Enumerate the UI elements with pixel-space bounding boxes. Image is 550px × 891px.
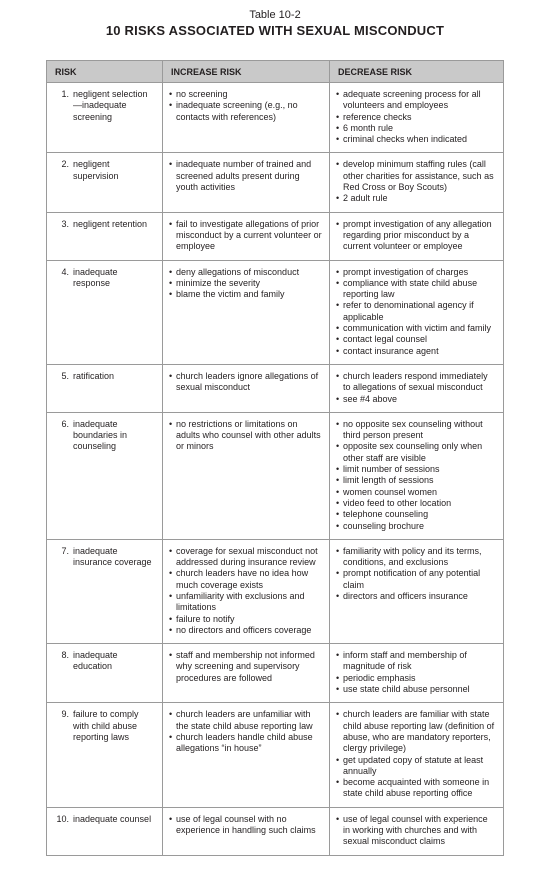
increase-risk-item: • deny allegations of misconduct bbox=[169, 267, 323, 278]
decrease-risk-item: • become acquainted with someone in state child abuse reporting office bbox=[336, 777, 497, 800]
decrease-risk-item: • telephone counseling bbox=[336, 509, 497, 520]
increase-risk-list bbox=[169, 89, 323, 123]
decrease-risk-item: • adequate screening process for all volunteers and employees bbox=[336, 89, 497, 112]
increase-risk-item: • failure to notify bbox=[169, 614, 323, 625]
table-row bbox=[47, 644, 504, 703]
risk-cell bbox=[47, 83, 163, 153]
decrease-risk-cell bbox=[330, 83, 504, 153]
table-row bbox=[47, 260, 504, 364]
decrease-risk-item: • contact insurance agent bbox=[336, 346, 497, 357]
risk-name: inadequate insurance coverage bbox=[73, 545, 152, 568]
increase-risk-cell bbox=[163, 539, 330, 643]
decrease-risk-item: • limit number of sessions bbox=[336, 464, 497, 475]
increase-risk-item: • church leaders are unfamiliar with the state child abuse reporting law bbox=[169, 709, 323, 732]
table-row bbox=[47, 539, 504, 643]
increase-risk-cell bbox=[163, 644, 330, 703]
increase-risk-cell bbox=[163, 212, 330, 260]
table-row bbox=[47, 153, 504, 212]
decrease-risk-list bbox=[336, 546, 497, 602]
decrease-risk-item: • refer to denominational agency if applicable bbox=[336, 300, 497, 323]
decrease-risk-cell bbox=[330, 412, 504, 539]
decrease-risk-item: • no opposite sex counseling without third person present bbox=[336, 419, 497, 442]
increase-risk-cell bbox=[163, 807, 330, 855]
increase-risk-item: • no directors and officers coverage bbox=[169, 625, 323, 636]
increase-risk-item: • no restrictions or limitations on adults who counsel with other adults or minors bbox=[169, 419, 323, 453]
decrease-risk-item: • prompt investigation of any allegation regarding prior misconduct by a current volunteer or employee bbox=[336, 219, 497, 253]
decrease-risk-item: • criminal checks when indicated bbox=[336, 134, 497, 145]
risk-name: ratification bbox=[73, 370, 115, 381]
table-row bbox=[47, 412, 504, 539]
increase-risk-cell bbox=[163, 153, 330, 212]
increase-risk-item: • inadequate screening (e.g., no contacts with references) bbox=[169, 100, 323, 123]
decrease-risk-cell bbox=[330, 364, 504, 412]
decrease-risk-item: • limit length of sessions bbox=[336, 475, 497, 486]
decrease-risk-item: • contact legal counsel bbox=[336, 334, 497, 345]
increase-risk-item: • unfamiliarity with exclusions and limitations bbox=[169, 591, 323, 614]
risk-cell bbox=[47, 364, 163, 412]
risk-item bbox=[53, 89, 156, 123]
header-decrease-risk: DECREASE RISK bbox=[330, 61, 504, 83]
decrease-risk-cell bbox=[330, 212, 504, 260]
decrease-risk-item: • video feed to other location bbox=[336, 498, 497, 509]
decrease-risk-item: • communication with victim and family bbox=[336, 323, 497, 334]
header-row bbox=[47, 61, 504, 83]
increase-risk-list bbox=[169, 814, 323, 837]
risk-name: negligent supervision bbox=[73, 159, 119, 181]
table-title: 10 RISKS ASSOCIATED WITH SEXUAL MISCONDUCT bbox=[105, 23, 445, 38]
decrease-risk-item: • inform staff and membership of magnitude of risk bbox=[336, 650, 497, 673]
increase-risk-list bbox=[169, 371, 323, 394]
risk-number: 3. bbox=[61, 218, 69, 229]
risk-number: 8. bbox=[61, 650, 69, 661]
decrease-risk-item: • get updated copy of statute at least annually bbox=[336, 755, 497, 778]
risk-cell bbox=[47, 260, 163, 364]
decrease-risk-cell bbox=[330, 260, 504, 364]
risk-name: inadequate education bbox=[73, 650, 118, 672]
risk-item bbox=[53, 371, 156, 382]
risk-item bbox=[53, 650, 156, 673]
risk-cell bbox=[47, 153, 163, 212]
increase-risk-item: • no screening bbox=[169, 89, 323, 100]
decrease-risk-cell bbox=[330, 153, 504, 212]
increase-risk-list bbox=[169, 709, 323, 754]
decrease-risk-list bbox=[336, 709, 497, 799]
increase-risk-list bbox=[169, 267, 323, 301]
risk-cell bbox=[47, 703, 163, 807]
decrease-risk-item: • counseling brochure bbox=[336, 521, 497, 532]
decrease-risk-cell bbox=[330, 644, 504, 703]
header-increase-risk: INCREASE RISK bbox=[163, 61, 330, 83]
decrease-risk-item: • women counsel women bbox=[336, 487, 497, 498]
increase-risk-item: • inadequate number of trained and screened adults present during youth activities bbox=[169, 159, 323, 193]
decrease-risk-item: • use of legal counsel with experience in working with churches and with sexual misconduct claims bbox=[336, 814, 497, 848]
increase-risk-item: • church leaders ignore allegations of sexual misconduct bbox=[169, 371, 323, 394]
increase-risk-cell bbox=[163, 412, 330, 539]
decrease-risk-item: • familiarity with policy and its terms, conditions, and exclusions bbox=[336, 546, 497, 569]
decrease-risk-cell bbox=[330, 539, 504, 643]
decrease-risk-item: • opposite sex counseling only when other staff are visible bbox=[336, 441, 497, 464]
risk-item bbox=[53, 709, 156, 743]
increase-risk-item: • use of legal counsel with no experience in handling such claims bbox=[169, 814, 323, 837]
risk-cell bbox=[47, 644, 163, 703]
increase-risk-item: • blame the victim and family bbox=[169, 289, 323, 300]
increase-risk-cell bbox=[163, 703, 330, 807]
risk-item bbox=[53, 419, 156, 453]
increase-risk-item: • church leaders handle child abuse allegations “in house” bbox=[169, 732, 323, 755]
decrease-risk-item: • church leaders are familiar with state child abuse reporting law (definition of abuse, who are mandatory reporters, clergy privilege) bbox=[336, 709, 497, 754]
increase-risk-list bbox=[169, 159, 323, 193]
risk-name: inadequate response bbox=[73, 266, 118, 288]
risk-name: inadequate boundaries in counseling bbox=[73, 418, 128, 452]
decrease-risk-cell bbox=[330, 807, 504, 855]
increase-risk-list bbox=[169, 650, 323, 684]
risk-number: 10. bbox=[56, 813, 69, 824]
decrease-risk-list bbox=[336, 419, 497, 532]
risk-cell bbox=[47, 212, 163, 260]
risk-number: 9. bbox=[61, 709, 69, 720]
risk-number: 4. bbox=[61, 266, 69, 277]
table-body bbox=[47, 83, 504, 856]
increase-risk-item: • church leaders have no idea how much coverage exists bbox=[169, 568, 323, 591]
risk-name: negligent selection—inadequate screening bbox=[73, 89, 148, 122]
risk-item bbox=[53, 267, 156, 290]
risk-cell bbox=[47, 539, 163, 643]
risk-name: inadequate counsel bbox=[73, 813, 152, 824]
risk-number: 6. bbox=[61, 418, 69, 429]
decrease-risk-item: • 6 month rule bbox=[336, 123, 497, 134]
risk-name: failure to comply with child abuse reporting laws bbox=[73, 709, 139, 742]
risk-name: negligent retention bbox=[73, 218, 148, 229]
increase-risk-cell bbox=[163, 83, 330, 153]
decrease-risk-list bbox=[336, 219, 497, 253]
increase-risk-cell bbox=[163, 260, 330, 364]
decrease-risk-item: • church leaders respond immediately to allegations of sexual misconduct bbox=[336, 371, 497, 394]
decrease-risk-item: • 2 adult rule bbox=[336, 193, 497, 204]
table-caption bbox=[0, 8, 550, 39]
risk-number: 5. bbox=[61, 370, 69, 381]
risk-cell bbox=[47, 412, 163, 539]
increase-risk-item: • coverage for sexual misconduct not addressed during insurance review bbox=[169, 546, 323, 569]
table-row bbox=[47, 807, 504, 855]
header-risk: RISK bbox=[47, 61, 163, 83]
risk-number: 1. bbox=[61, 89, 69, 99]
increase-risk-item: • minimize the severity bbox=[169, 278, 323, 289]
decrease-risk-item: • compliance with state child abuse reporting law bbox=[336, 278, 497, 301]
decrease-risk-item: • prompt investigation of charges bbox=[336, 267, 497, 278]
decrease-risk-list bbox=[336, 267, 497, 357]
decrease-risk-item: • use state child abuse personnel bbox=[336, 684, 497, 695]
decrease-risk-list bbox=[336, 650, 497, 695]
risk-item bbox=[53, 219, 156, 230]
risk-item bbox=[53, 814, 156, 825]
increase-risk-list bbox=[169, 546, 323, 636]
risk-cell bbox=[47, 807, 163, 855]
increase-risk-list bbox=[169, 219, 323, 253]
risk-item bbox=[53, 159, 156, 182]
increase-risk-cell bbox=[163, 364, 330, 412]
risk-item bbox=[53, 546, 156, 569]
table-number: Table 10-2 bbox=[249, 9, 301, 21]
table-row bbox=[47, 364, 504, 412]
increase-risk-list bbox=[169, 419, 323, 453]
decrease-risk-list bbox=[336, 814, 497, 848]
table-row bbox=[47, 212, 504, 260]
table-row bbox=[47, 703, 504, 807]
increase-risk-item: • fail to investigate allegations of prior misconduct by a current volunteer or employee bbox=[169, 219, 323, 253]
decrease-risk-item: • periodic emphasis bbox=[336, 673, 497, 684]
decrease-risk-item: • reference checks bbox=[336, 112, 497, 123]
risk-number: 2. bbox=[61, 159, 69, 170]
decrease-risk-item: • see #4 above bbox=[336, 394, 497, 405]
risk-number: 7. bbox=[61, 545, 69, 556]
decrease-risk-item: • develop minimum staffing rules (call other charities for assistance, such as Red Cross or Boy Scouts) bbox=[336, 159, 497, 193]
decrease-risk-item: • directors and officers insurance bbox=[336, 591, 497, 602]
decrease-risk-list bbox=[336, 371, 497, 405]
decrease-risk-item: • prompt notification of any potential claim bbox=[336, 568, 497, 591]
decrease-risk-cell bbox=[330, 703, 504, 807]
increase-risk-item: • staff and membership not informed why screening and supervisory procedures are followed bbox=[169, 650, 323, 684]
risk-table bbox=[46, 60, 504, 856]
table-row bbox=[47, 83, 504, 153]
decrease-risk-list bbox=[336, 159, 497, 204]
decrease-risk-list bbox=[336, 89, 497, 145]
